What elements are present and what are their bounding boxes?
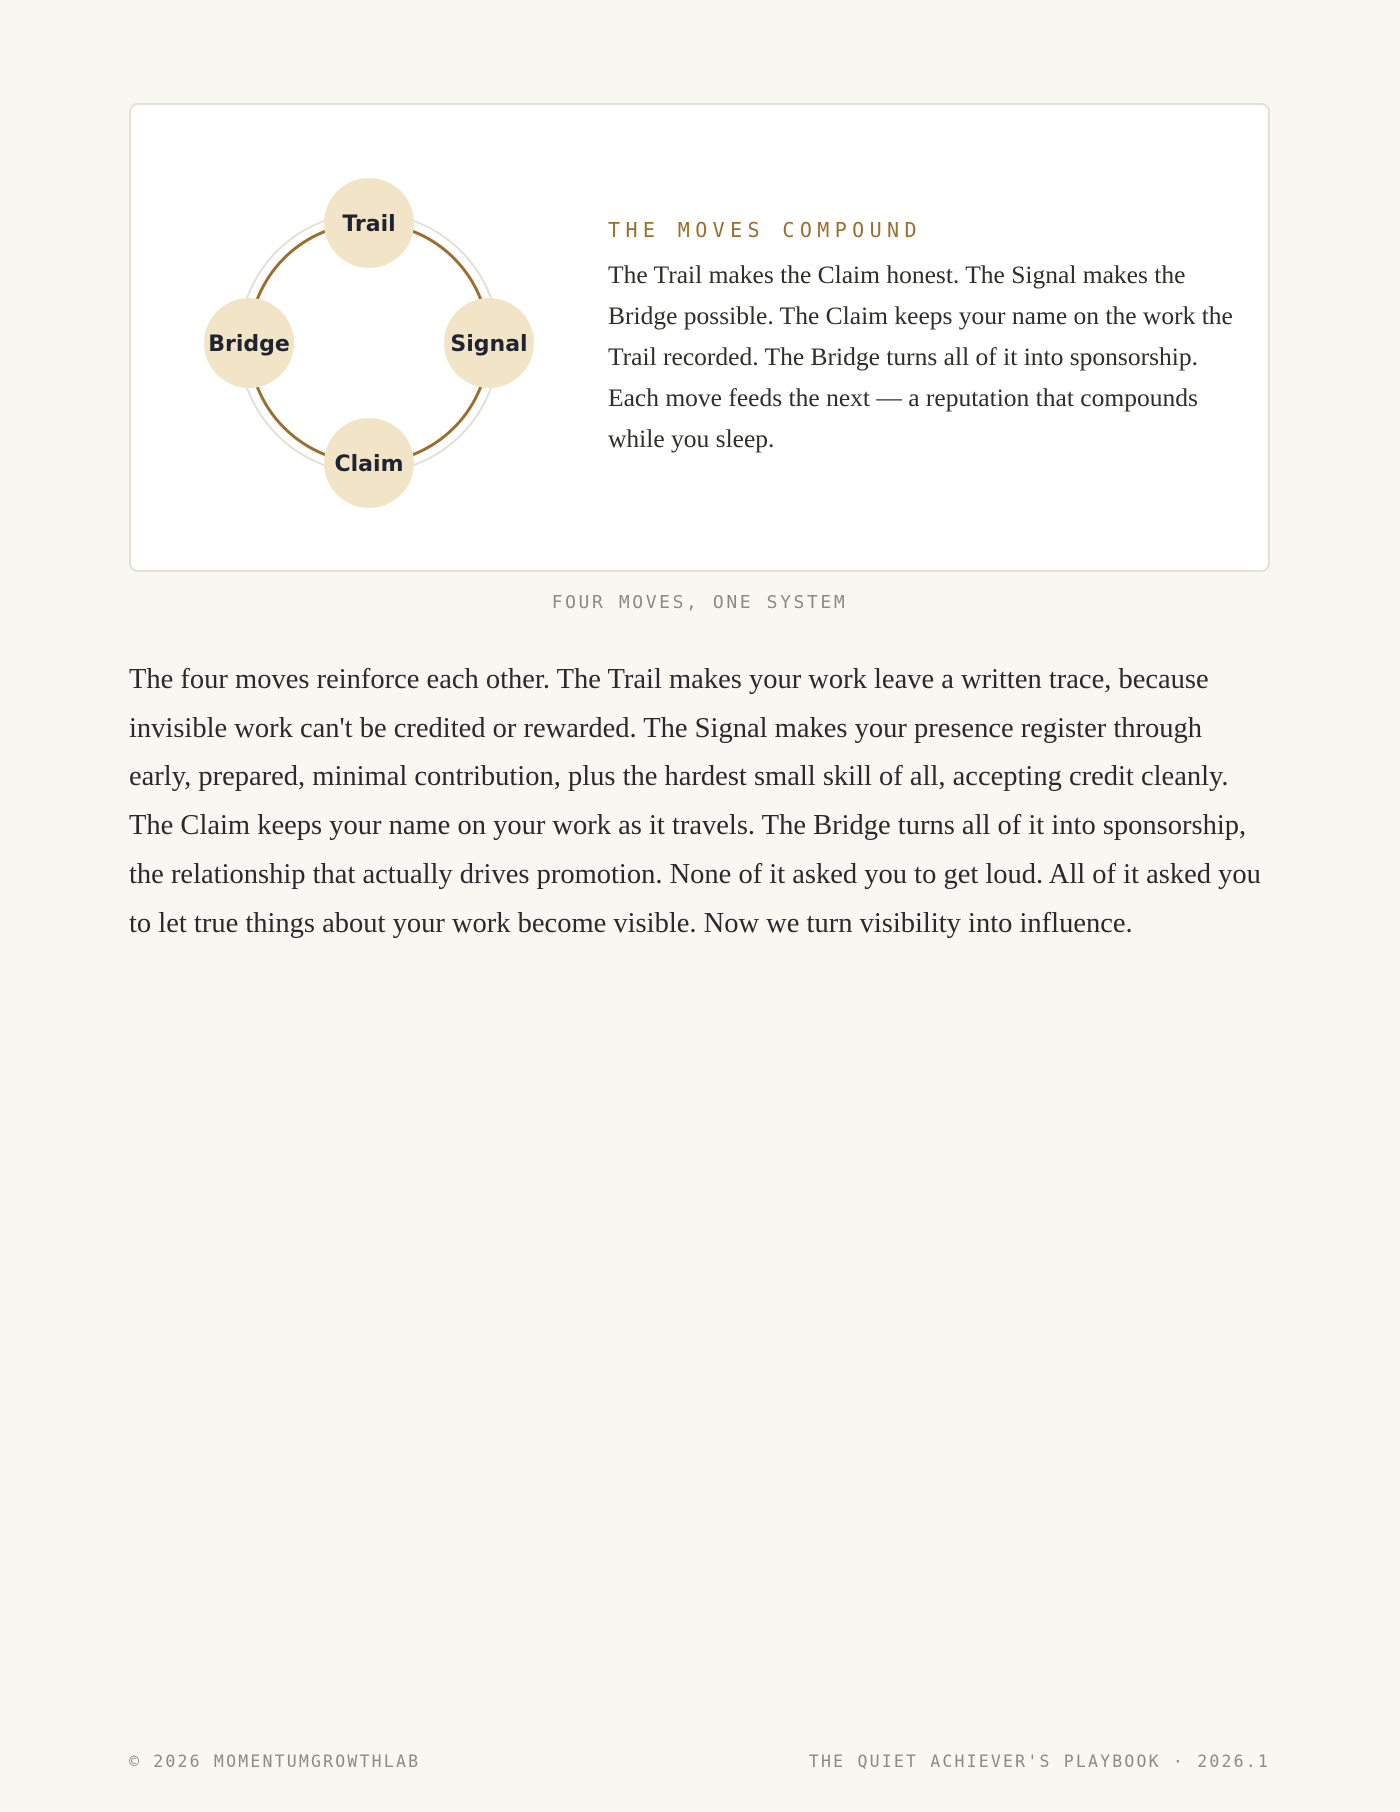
node-label: Claim (334, 452, 404, 477)
footer (129, 1748, 1270, 1776)
node-bridge (204, 298, 294, 388)
node-trail (324, 178, 414, 268)
node-signal (444, 298, 534, 388)
node-label: Signal (450, 332, 528, 357)
body-paragraph: The four moves reinforce each other. The Trail makes your work leave a written trace, because invisible work can't be credited or rewarded. The Signal makes your presence register through early, prepared, minimal contribution, plus the hardest small skill of all, accepting credit cleanly. The Claim keeps your name on your work as it travels. The Bridge turns all of it into sponsorship, the relationship that actually drives promotion. None of it asked you to get loud. All of it asked you to let true things about your work become visible. Now we turn visibility into influence. (129, 664, 1261, 939)
footer-copyright: © 2026 MOMENTUMGROWTHLAB (129, 1752, 421, 1771)
node-label: Trail (342, 212, 396, 237)
node-claim (324, 418, 414, 508)
figure-card (129, 103, 1270, 572)
figure-caption: FOUR MOVES, ONE SYSTEM (551, 592, 848, 613)
callout (608, 215, 1238, 459)
cycle-diagram (199, 173, 539, 513)
footer-edition: THE QUIET ACHIEVER'S PLAYBOOK · 2026.1 (808, 1752, 1270, 1771)
callout-eyebrow: THE MOVES COMPOUND (608, 218, 922, 242)
callout-text: The Trail makes the Claim honest. The Signal makes the Bridge possible. The Claim keeps your name on the work the Trail recorded. The Bridge turns all of it into sponsorship. Each move feeds the next — a reputation that compounds while you sleep. (608, 260, 1233, 453)
node-label: Bridge (208, 332, 290, 357)
